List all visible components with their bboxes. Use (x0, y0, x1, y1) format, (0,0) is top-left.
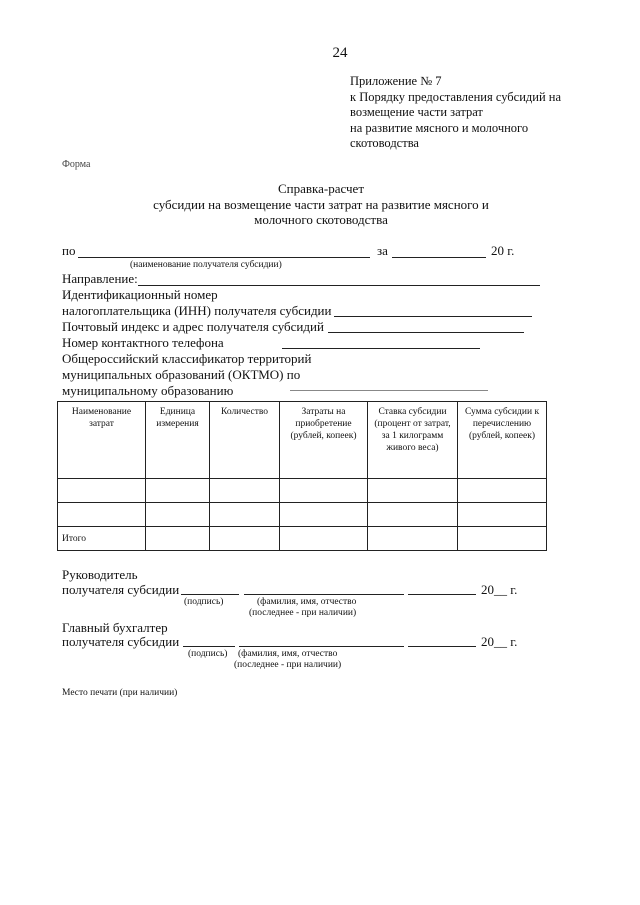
po-label: по (62, 243, 76, 258)
address-field[interactable] (328, 332, 524, 333)
head-label-2: получателя субсидии (62, 582, 180, 597)
recipient-hint: (наименование получателя субсидии) (130, 260, 282, 270)
inn-label-2: налогоплательщика (ИНН) получателя субсидии (62, 303, 332, 318)
oktmo-label-2: муниципальных образований (ОКТМО) по (62, 367, 301, 382)
phone-label: Номер контактного телефона (62, 335, 224, 350)
table-cell[interactable] (458, 503, 547, 527)
head-date-field[interactable] (408, 594, 476, 595)
inn-field[interactable] (334, 316, 532, 317)
header-purchase-cost: Затраты на приобретение (рублей, копеек) (280, 402, 368, 479)
accountant-label-2: получателя субсидии (62, 634, 180, 649)
head-name-hint-2: (последнее - при наличии) (249, 608, 357, 618)
table-cell[interactable] (58, 503, 146, 527)
period-field[interactable] (392, 257, 486, 258)
za-label: за (377, 243, 388, 258)
accountant-label-1: Главный бухгалтер (62, 620, 168, 635)
header-unit: Единица измерения (146, 402, 210, 479)
table-cell[interactable] (368, 503, 458, 527)
table-cell[interactable] (368, 527, 458, 551)
head-year: 20__ г. (481, 582, 518, 597)
oktmo-field[interactable] (290, 390, 488, 391)
table-cell[interactable] (280, 479, 368, 503)
appendix-line: скотоводства (350, 136, 419, 151)
table-cell[interactable] (210, 503, 280, 527)
appendix-note (350, 74, 590, 152)
accountant-name-hint-2: (последнее - при наличии) (234, 660, 342, 670)
accountant-signature-field[interactable] (183, 646, 235, 647)
title-line: молочного скотоводства (254, 212, 388, 227)
table-cell[interactable] (368, 479, 458, 503)
header-cost-name: Наименование затрат (58, 402, 146, 479)
phone-field[interactable] (282, 348, 480, 349)
form-label: Форма (62, 159, 91, 170)
appendix-line: к Порядку предоставления субсидий на (350, 89, 562, 104)
appendix-line: возмещение части затрат (350, 105, 483, 120)
accountant-signature-hint: (подпись) (188, 649, 228, 659)
header-subsidy-amount: Сумма субсидии к перечислению (рублей, копеек) (458, 402, 547, 479)
table-cell[interactable] (146, 479, 210, 503)
inn-label-1: Идентификационный номер (62, 287, 218, 302)
table-cell[interactable] (458, 527, 547, 551)
table-cell[interactable] (280, 527, 368, 551)
table-cell[interactable] (280, 503, 368, 527)
appendix-line: на развитие мясного и молочного (350, 120, 529, 135)
head-label-1: Руководитель (62, 567, 138, 582)
table-cell[interactable] (210, 479, 280, 503)
direction-label: Направление: (62, 271, 138, 286)
oktmo-label-3: муниципальному образованию (62, 383, 234, 398)
title-line: Справка-расчет (277, 181, 365, 196)
head-signature-field[interactable] (181, 594, 239, 595)
table-cell[interactable] (146, 503, 210, 527)
direction-field[interactable] (138, 285, 540, 286)
table-cell[interactable] (146, 527, 210, 551)
table-row (58, 503, 547, 527)
accountant-date-field[interactable] (408, 646, 476, 647)
head-name-hint: (фамилия, имя, отчество (257, 597, 357, 607)
header-quantity: Количество (210, 402, 280, 479)
address-label: Почтовый индекс и адрес получателя субсидий (62, 319, 324, 334)
total-label: Итого (58, 527, 146, 551)
accountant-year: 20__ г. (481, 634, 518, 649)
header-subsidy-rate: Ставка субсидии (процент от затрат, за 1 килограмм живого веса) (368, 402, 458, 479)
table-row (58, 479, 547, 503)
table-cell[interactable] (58, 479, 146, 503)
table-total-row (58, 527, 547, 551)
page-number: 24 (332, 45, 348, 61)
document-title (150, 181, 492, 228)
table-header-row (58, 402, 547, 479)
year-label: 20 г. (491, 243, 515, 258)
oktmo-label-1: Общероссийский классификатор территорий (62, 351, 312, 366)
head-name-field[interactable] (244, 594, 404, 595)
stamp-label: Место печати (при наличии) (62, 688, 178, 698)
subsidy-table (57, 401, 547, 551)
appendix-line: Приложение № 7 (350, 74, 442, 88)
accountant-name-field[interactable] (239, 646, 404, 647)
head-signature-hint: (подпись) (184, 597, 224, 607)
table-cell[interactable] (458, 479, 547, 503)
table-cell[interactable] (210, 527, 280, 551)
accountant-name-hint: (фамилия, имя, отчество (238, 649, 338, 659)
recipient-name-field[interactable] (78, 257, 370, 258)
title-line: субсидии на возмещение части затрат на развитие мясного и (153, 196, 489, 212)
